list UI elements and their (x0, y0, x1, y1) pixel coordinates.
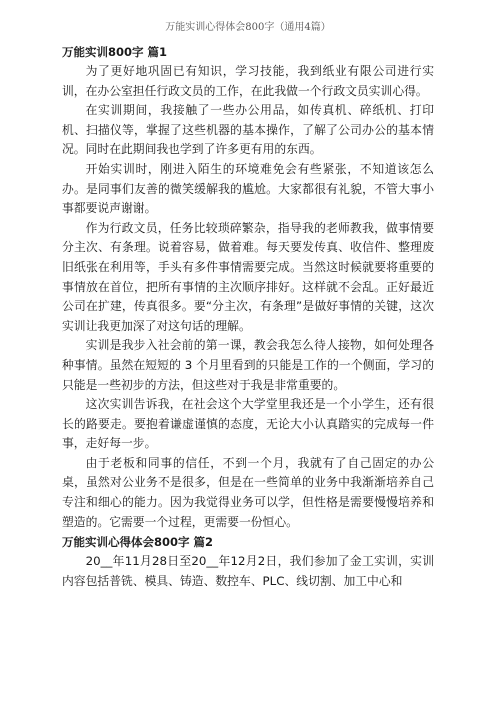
paragraph: 20__年11月28日至20__年12月2日，我们参加了金工实训，实训内容包括普铣、模具、铸造、数控车、PLC、线切割、加工中心和 (62, 554, 434, 588)
section-heading: 万能实训800字 篇1 (62, 45, 168, 59)
paragraph: 作为行政文员，任务比较琐碎繁杂，指导我的老师教我，做事情要分主次、有条理。说着容易，做着难。每天要发传真、收信件、整理废旧纸张在利用等，手头有多件事情需要完成。当然这时候就要将重要的事情放在首位，把所有事情的主次顺序排好。这样就不会乱。正好最近公司在扩建，传真很多。要“分主次，有条理”是做好事情的关键，这次实训让我更加深了对这句话的理解。 (62, 220, 434, 333)
paragraph: 在实训期间，我接触了一些办公用品，如传真机、碎纸机、打印机、扫描仪等，掌握了这些机器的基本操作，了解了公司办公的基本情况。同时在此期间我也学到了许多更有用的东西。 (62, 103, 434, 157)
document-title: 万能实训心得体会800字（通用4篇） (165, 22, 331, 33)
paragraph: 由于老板和同事的信任，不到一个月，我就有了自己固定的办公桌，虽然对公业务不是很多，但是在一些简单的业务中我渐渐培养自己专注和细心的能力。因为我觉得业务可以学，但性格是需要慢慢培养和塑造的。它需要一个过程，更需要一份恒心。 (62, 455, 434, 529)
paragraph: 这次实训告诉我，在社会这个大学堂里我还是一个小学生，还有很长的路要走。要抱着谦虚谨慎的态度，无论大小认真踏实的完成每一件事，走好每一步。 (62, 397, 434, 451)
paragraph: 为了更好地巩固已有知识，学习技能，我到纸业有限公司进行实训，在办公室担任行政文员的工作，在此我做一个行政文员实训心得。 (62, 64, 434, 98)
section-1 (62, 42, 434, 532)
section-2 (62, 532, 434, 591)
paragraph: 开始实训时，刚进入陌生的环境难免会有些紧张，不知道该怎么办。是同事们友善的微笑缓解我的尴尬。大家都很有礼貌，不管大事小事都要说声谢谢。 (62, 161, 434, 216)
paragraph: 实训是我步入社会前的第一课，教会我怎么待人接物，如何处理各种事情。虽然在短短的 3 个月里看到的只能是工作的一个侧面，学习的只能是一些初步的方法，但这些对于我是非常重要的。 (62, 338, 434, 392)
section-heading: 万能实训心得体会800字 篇2 (62, 535, 214, 550)
